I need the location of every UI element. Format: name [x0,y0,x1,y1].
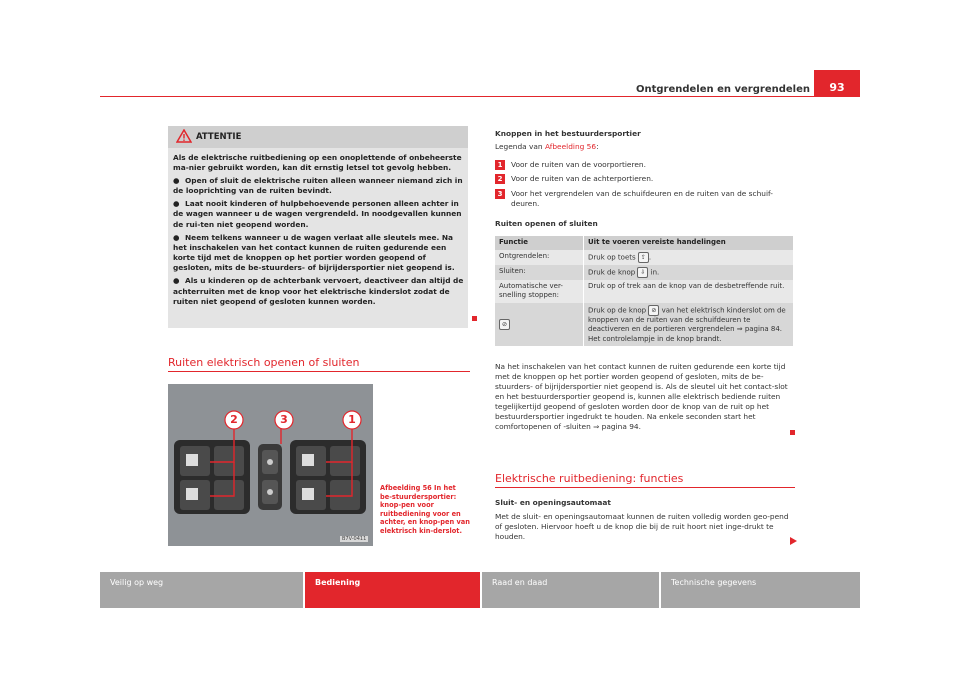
table-cell [495,303,584,347]
table-cell: Druk de knop ⇩ in. [584,265,794,280]
footer-tab-tips[interactable]: Raad en daad [482,572,659,608]
legend-number: 3 [495,189,505,199]
table-row [495,250,793,265]
section-rule [495,487,795,488]
table-row [495,265,793,280]
section-end-mark [790,430,795,435]
header-rule [100,96,860,97]
table-cell: Druk op of trek aan de knop van de desbetreffende ruit. [584,280,794,303]
figure-callout-1: 1 [348,413,356,426]
legend-item: Voor de ruiten van de voorportieren. [511,160,646,169]
footer-tab-safety[interactable]: Veilig op weg [100,572,303,608]
buttons-heading: Knoppen in het bestuurdersportier [495,129,641,138]
warning-bullet-item: ● Als u kinderen op de achterbank vervoert, deactiveer dan altijd de achterruiten met de knop voor het elektrische kinderslot zodat de ruiten niet geopend of gesloten kunnen worden. [173,276,464,306]
legend-number: 2 [495,174,505,184]
function-table [495,236,793,346]
figure-window-switches [168,384,373,546]
child-lock-key-icon: ⊘ [648,305,659,316]
figure-callout-2: 2 [230,413,238,426]
table-row [495,303,793,347]
child-lock-key-icon: ⊘ [499,319,510,330]
window-down-key-icon: ⇩ [637,267,648,278]
legend-intro: Legenda van Afbeelding 56: [495,142,599,151]
warning-bullet-item: ● Open of sluit de elektrische ruiten alleen wanneer niemand zich in de looprichting van de ruiten bevindt. [173,176,463,196]
legend-number: 1 [495,160,505,170]
warning-triangle-icon [176,129,192,143]
page-number: 93 [814,70,860,96]
body-paragraph: Met de sluit- en openingsautomaat kunnen de ruiten volledig worden geo-pend of gesloten. Hiervoor hoeft u de knop die bij de ruit hoort niet inge-drukt te houden. [495,512,789,541]
warning-bullet-item: ● Laat nooit kinderen of hulpbehoevende personen alleen achter in de wagen wanneer u de wagen vergrendeld. In noodgevallen kunnen de rui-ten niet geopend worden. [173,199,462,229]
table-header-cell: Functie [495,236,584,250]
continue-arrow-icon [790,537,797,545]
table-cell: Automatische ver-snelling stoppen: [495,280,584,303]
figure-link[interactable]: Afbeelding 56 [544,142,597,151]
footer-tab-operation[interactable]: Bediening [305,572,480,608]
warning-title: ATTENTIE [196,132,242,142]
table-cell: Ontgrendelen: [495,250,584,265]
section-title: Elektrische ruitbediening: functies [495,472,684,485]
table-cell: Sluiten: [495,265,584,280]
figure-callout-3: 3 [280,413,288,426]
section-rule [168,371,470,372]
legend-item: Voor de ruiten van de achterportieren. [511,174,654,183]
window-up-key-icon: ⇪ [638,252,649,263]
body-paragraph: Na het inschakelen van het contact kunnen de ruiten gedurende een korte tijd met de knoppen op het portier worden geopend of gesloten, mits de be-stuurders- of bijrijdersportier niet geopend is. Als de sleutel uit het contact-slot en het bestuurdersportier geopend is, kunnen alle elektrisch bediende ruiten tegelijkertijd geopend of gesloten worden door de knop van de ruit op het bestuurdersportier ingedrukt te houden. Na enkele seconden start het comfortopenen of -sluiten ⇒ pagina 94. [495,362,788,431]
table-header-cell: Uit te voeren vereiste handelingen [584,236,794,250]
switch-panel-illustration [168,384,373,546]
section-title: Ruiten elektrisch openen of sluiten [168,356,360,369]
table-cell: Druk op de knop ⊘ van het elektrisch kinderslot om de knoppen van de ruiten van de schuifdeuren te deactiveren en de portieren vergrendelen ⇒ pagina 84. Het controlelampje in de knop brandt. [584,303,794,347]
warning-bullet-item: ● Neem telkens wanneer u de wagen verlaat alle sleutels mee. Na het inschakelen van het contact kunnen de ruiten gedurende een korte tijd met de knoppen op het portier worden geopend of gesloten, mits de be-stuurders- of bijrijdersportier niet geopend is. [173,232,455,273]
footer-tab-technical[interactable]: Technische gegevens [661,572,860,608]
subsection-heading: Sluit- en openingsautomaat [495,498,611,507]
figure-code: B7V-0411 [342,536,367,542]
figure-caption: Afbeelding 56 In het be-stuurdersportier: knop-pen voor ruitbediening voor en achter, en knop-pen van elektrisch kin-derslot. [380,484,470,535]
legend-item: Voor het vergrendelen van de schuifdeuren en de ruiten van de schuif-deuren. [511,189,773,208]
table-cell: Druk op toets ⇪ . [584,250,794,265]
warning-paragraph: Als de elektrische ruitbediening op een onoplettende of onbeheerste ma-nier gebruikt worden, kan dit ernstig letsel tot gevolg hebben. [173,153,462,173]
table-header-row [495,236,793,250]
running-header-title: Ontgrendelen en vergrendelen [635,84,810,95]
table-row [495,280,793,303]
warning-body [173,153,465,310]
section-end-mark [472,316,477,321]
open-close-heading: Ruiten openen of sluiten [495,219,598,228]
